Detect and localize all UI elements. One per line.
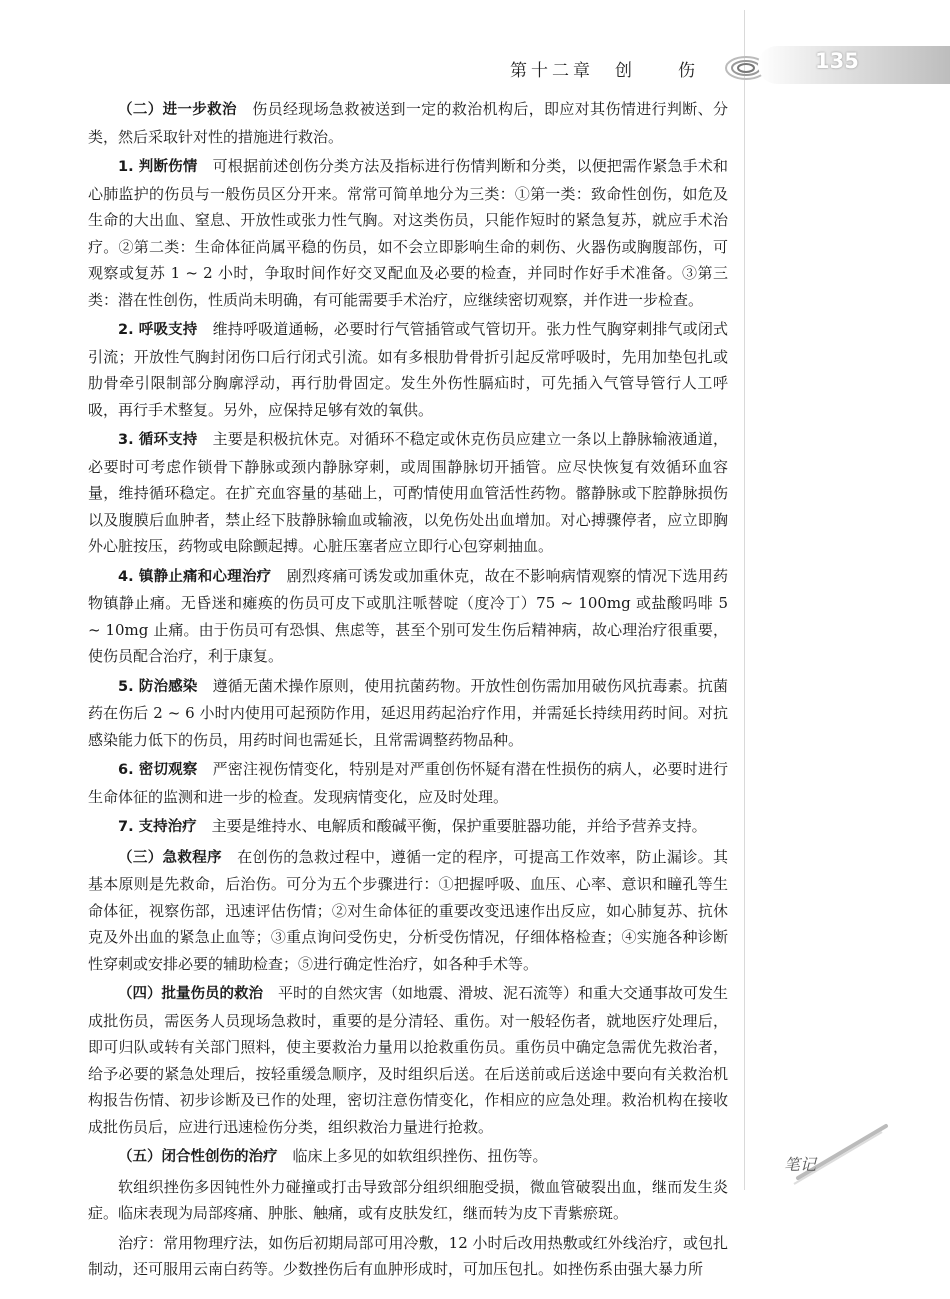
section-heading: 2. 呼吸支持 xyxy=(118,322,198,338)
section-text: 维持呼吸道通畅，必要时行气管插管或气管切开。张力性气胸穿刺排气或闭式引流；开放性气胸封闭伤口后行闭式引流。如有多根肋骨骨折引起反常呼吸时，先用加垫包扎或肋骨牵引限制部分胸廓浮动，再行肋骨固定。发生外伤性膈疝时，可先插入气管导管行人工呼吸，再行手术整复。另外，应保持足够有效的氧供。 xyxy=(88,320,728,419)
section-text: 在创伤的急救过程中，遵循一定的程序，可提高工作效率，防止漏诊。其基本原则是先救命，后治伤。可分为五个步骤进行：①把握呼吸、血压、心率、意识和瞳孔等生命体征，视察伤部，迅速评估伤情；②对生命体征的重要改变迅速作出反应，如心肺复苏、抗休克及外出血的紧急止血等；③重点询问受伤史，分析受伤情况，仔细体格检查；④实施各种诊断性穿刺或安排必要的辅助检查；⑤进行确定性治疗，如各种手术等。 xyxy=(88,847,728,973)
section-heading: 6. 密切观察 xyxy=(118,762,198,778)
section-paragraph xyxy=(88,813,728,841)
section-paragraph xyxy=(88,980,728,1140)
section-paragraph xyxy=(88,563,728,670)
page-header xyxy=(0,34,950,104)
section-heading: 5. 防治感染 xyxy=(118,678,198,695)
section-paragraph xyxy=(88,153,728,313)
section-text: 主要是积极抗休克。对循环不稳定或休克伤员应建立一条以上静脉输液通道，必要时可考虑作锁骨下静脉或颈内静脉穿刺，或周围静脉切开插管。应尽快恢复有效循环血容量，维持循环稳定。在扩充血容量的基础上，可酌情使用血管活性药物。髂静脉或下腔静脉损伤以及腹膜后血肿者，禁止经下肢静脉输血或输液，以免伤处出血增加。对心搏骤停者，应立即胸外心脏按压，药物或电除颤起搏。心脏压塞者应立即行心包穿刺抽血。 xyxy=(88,430,728,555)
page-divider xyxy=(744,10,745,1190)
section-heading: 4. 镇静止痛和心理治疗 xyxy=(118,568,272,585)
section-text: 遵循无菌术操作原则，使用抗菌药物。开放性创伤需加用破伤风抗毒素。抗菌药在伤后 2 ~ 6 小时内使用可起预防作用，延迟用药起治疗作用，并需延长持续用药时间。对抗感染能力低下的伤员，用药时间也需延长，且常需调整药物品种。 xyxy=(88,676,728,749)
body-text xyxy=(88,96,728,1286)
section-text: 伤员经现场急救被送到一定的救治机构后，即应对其伤情进行判断、分类，然后采取针对性的措施进行救治。 xyxy=(88,100,728,146)
section-text: 剧烈疼痛可诱发或加重休克，故在不影响病情观察的情况下选用药物镇静止痛。无昏迷和瘫痪的伤员可皮下或肌注哌替啶（度冷丁）75 ~ 100mg 或盐酸吗啡 5 ~ 10mg 止痛。由于伤员可有恐惧、焦虑等，甚至个别可发生伤后精神病，故心理治疗很重要，使伤员配合治疗，利于康复。 xyxy=(88,566,728,665)
section-paragraph xyxy=(88,426,728,560)
body-paragraph: 治疗：常用物理疗法，如伤后初期局部可用冷敷，12 小时后改用热敷或红外线治疗，或包扎制动，还可服用云南白药等。少数挫伤后有血肿形成时，可加压包扎。如挫伤系由强大暴力所 xyxy=(88,1233,728,1278)
section-paragraph xyxy=(88,844,728,978)
section-paragraph xyxy=(88,756,728,810)
section-heading: （二）进一步救治 xyxy=(118,102,237,118)
section-heading: （四）批量伤员的救治 xyxy=(118,986,263,1002)
section-heading: （三）急救程序 xyxy=(118,849,222,866)
page-number: 135 xyxy=(815,49,859,73)
section-heading: （五）闭合性创伤的治疗 xyxy=(118,1149,278,1165)
section-heading: 3. 循环支持 xyxy=(118,432,198,448)
notes-margin xyxy=(778,1120,898,1190)
section-paragraph xyxy=(88,96,728,150)
section-text: 严密注视伤情变化，特别是对严重创伤怀疑有潜在性损伤的病人，必要时进行生命体征的监测和进一步的检查。发现病情变化，应及时处理。 xyxy=(88,760,728,806)
notes-label: 笔记 xyxy=(784,1155,817,1174)
section-heading: 7. 支持治疗 xyxy=(118,819,197,835)
section-paragraph xyxy=(88,673,728,754)
section-heading: 1. 判断伤情 xyxy=(118,159,198,175)
section-text: 平时的自然灾害（如地震、滑坡、泥石流等）和重大交通事故可发生成批伤员，需医务人员现场急救时，重要的是分清轻、重伤。对一般轻伤者，就地医疗处理后，即可归队或转有关部门照料，使主要救治力量用以抢救重伤员。重伤员中确定急需优先救治者，给予必要的紧急处理后，按轻重缓急顺序，及时组织后送。在后送前或后送途中要向有关救治机构报告伤情、初步诊断及已作的处理，密切注意伤情变化，作相应的应急处理。救治机构在接收成批伤员后，应进行迅速检伤分类，组织救治力量进行抢救。 xyxy=(88,984,729,1136)
section-text: 主要是维持水、电解质和酸碱平衡，保护重要脏器功能，并给予营养支持。 xyxy=(196,817,707,835)
section-text: 临床上多见的如软组织挫伤、扭伤等。 xyxy=(277,1147,548,1165)
section-paragraph xyxy=(88,1143,728,1171)
chapter-title: 第十二章 创 伤 xyxy=(510,61,699,81)
section-paragraph xyxy=(88,316,728,423)
section-text: 可根据前述创伤分类方法及指标进行伤情判断和分类，以便把需作紧急手术和心肺监护的伤员与一般伤员区分开来。常常可简单地分为三类：①第一类：致命性创伤，如危及生命的大出血、窒息、开放性或张力性气胸。对这类伤员，只能作短时的紧急复苏，就应手术治疗。②第二类：生命体征尚属平稳的伤员，如不会立即影响生命的刺伤、火器伤或胸腹部伤，可观察或复苏 1 ~ 2 小时，争取时间作好交叉配血及必要的检查，并同时作好手术准备。③第三类：潜在性创伤，性质尚未明确，有可能需要手术治疗，应继续密切观察，并作进一步检查。 xyxy=(88,157,728,309)
body-paragraph: 软组织挫伤多因钝性外力碰撞或打击导致部分组织细胞受损，微血管破裂出血，继而发生炎症。临床表现为局部疼痛、肿胀、触痛，或有皮肤发红，继而转为皮下青紫瘀斑。 xyxy=(88,1177,728,1222)
